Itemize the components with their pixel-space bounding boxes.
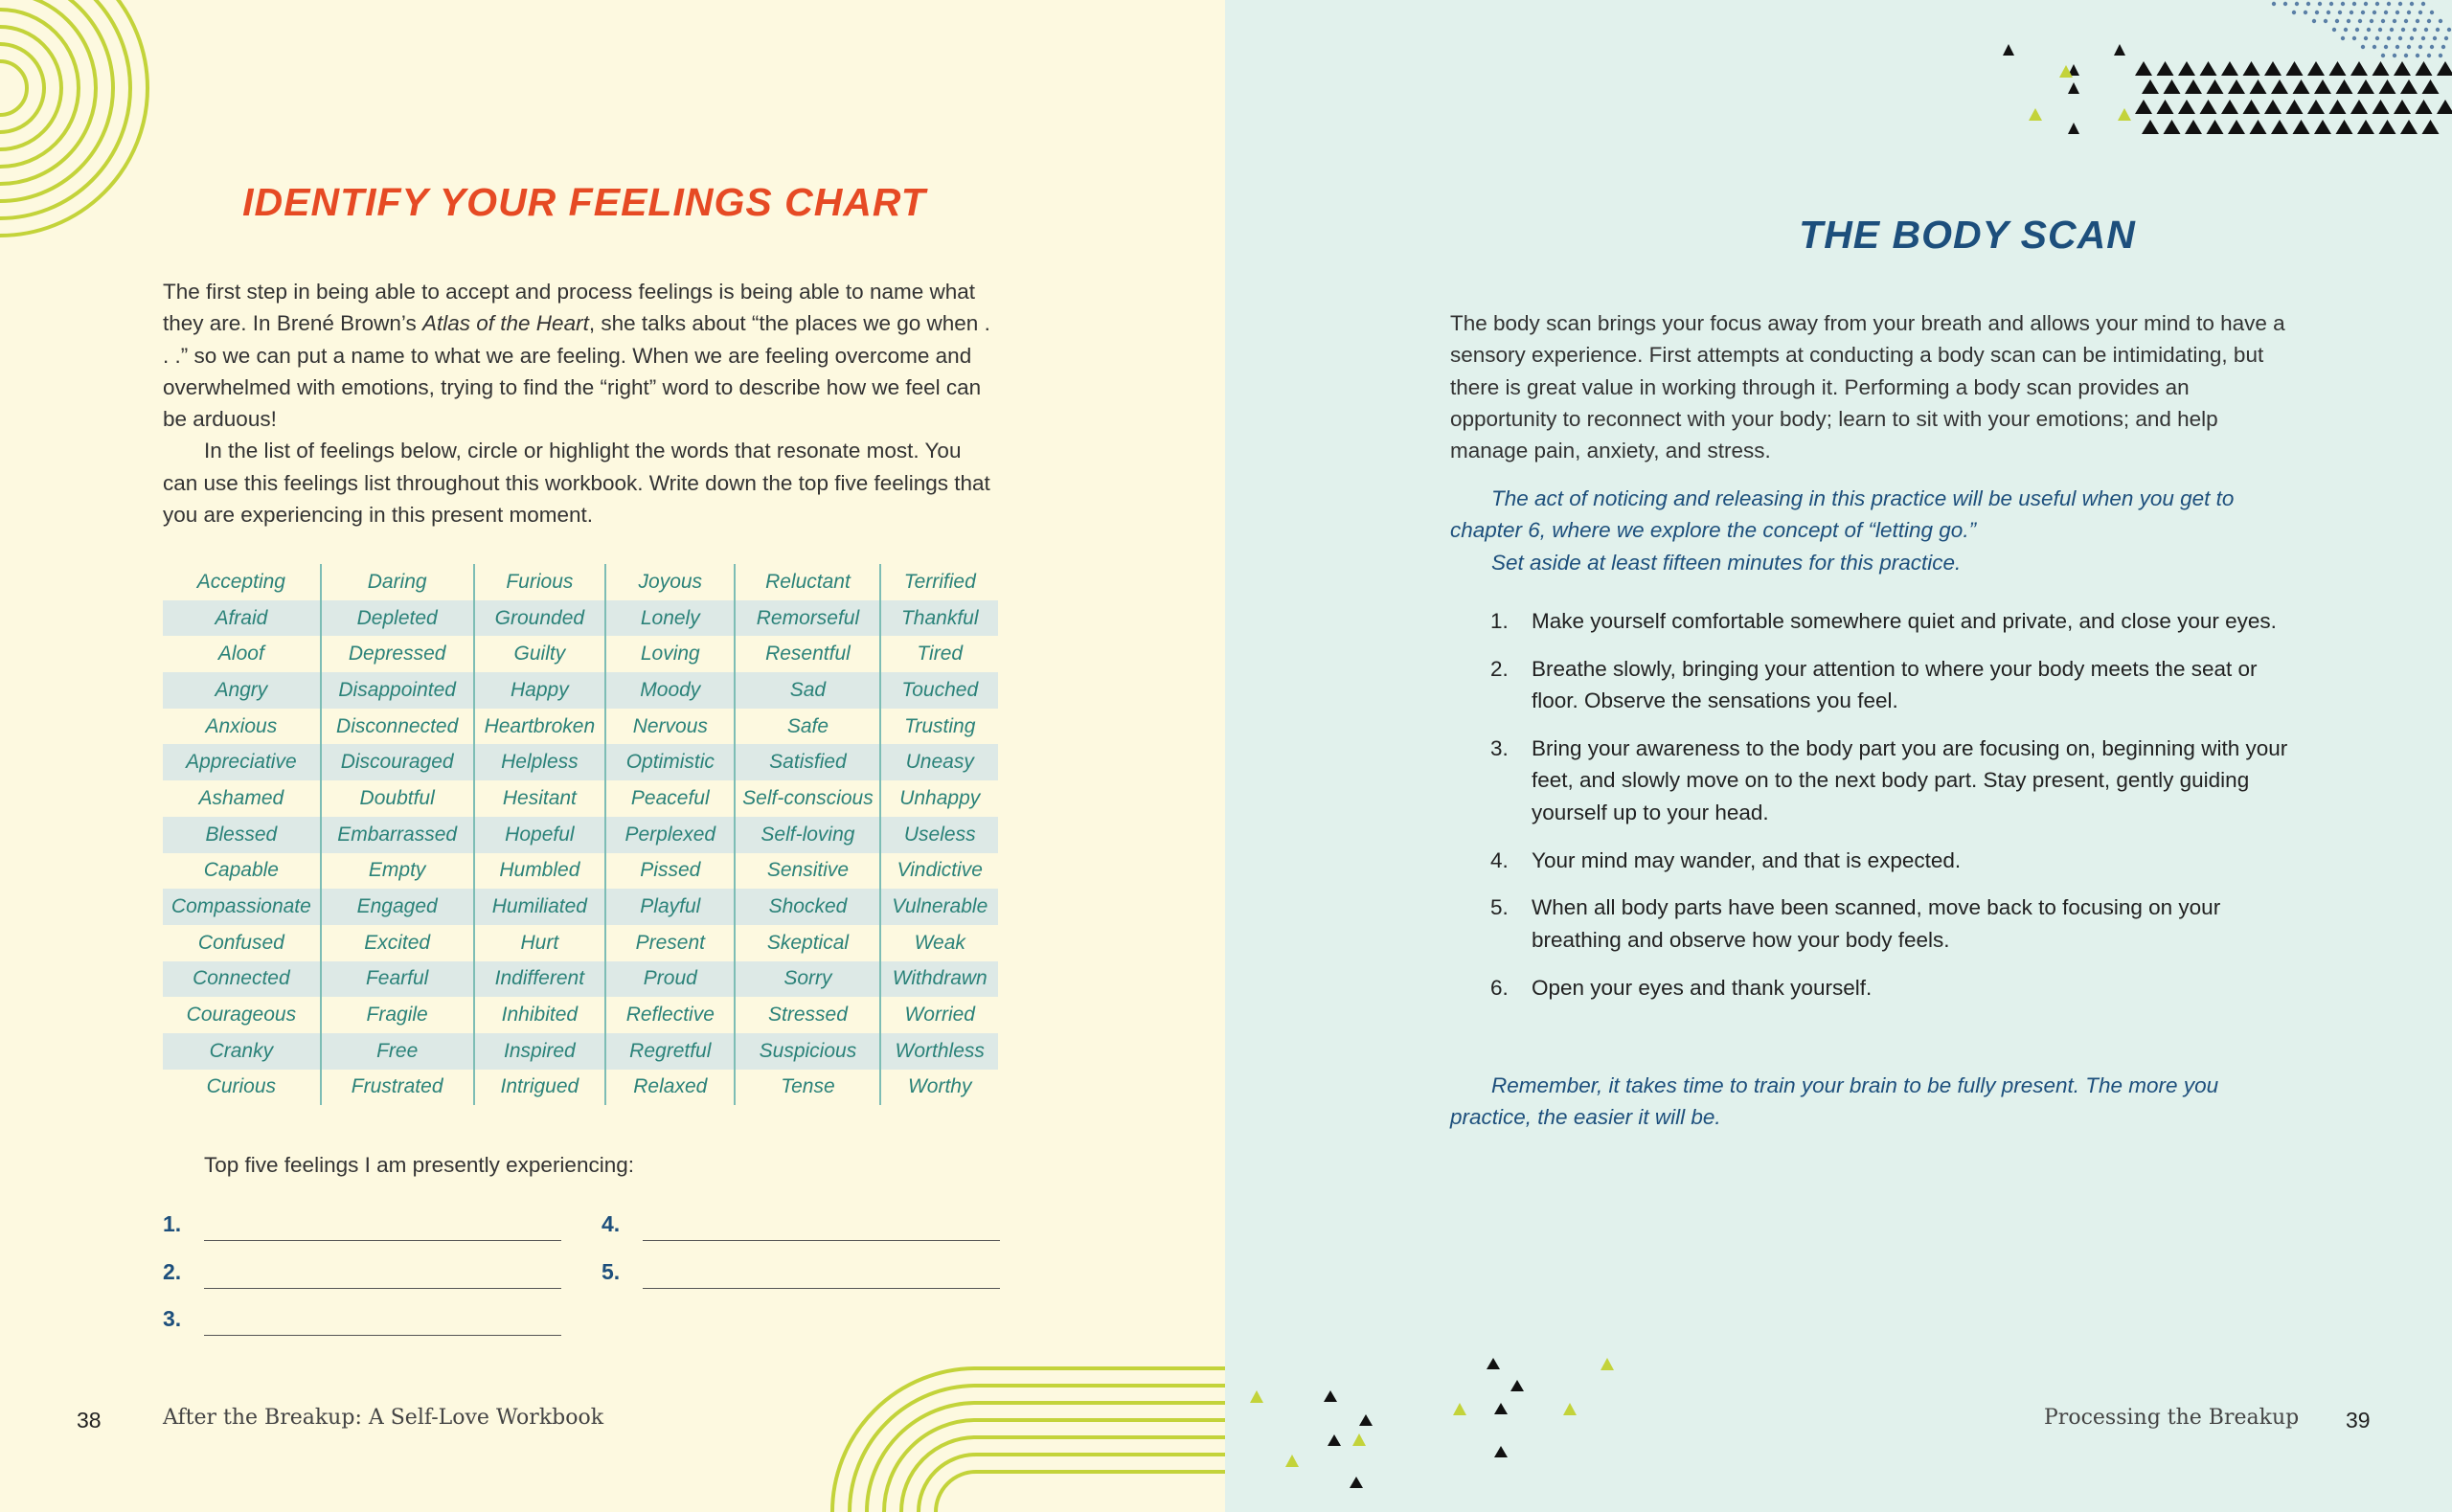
- blank-number: 1.: [163, 1211, 182, 1236]
- feeling-word[interactable]: Suspicious: [735, 1033, 880, 1070]
- dot-icon: [2378, 28, 2382, 32]
- feeling-word[interactable]: Compassionate: [163, 889, 321, 925]
- triangle-icon: [2314, 79, 2331, 94]
- dot-icon: [2292, 11, 2296, 14]
- triangle-icon: [2379, 79, 2396, 94]
- running-title: Processing the Breakup: [2044, 1406, 2300, 1430]
- dot-icon: [2393, 19, 2396, 23]
- dot-icon: [2381, 19, 2385, 23]
- feelings-table: [163, 564, 998, 1105]
- feeling-word[interactable]: Depressed: [321, 636, 474, 672]
- write-line[interactable]: [204, 1288, 561, 1289]
- feeling-word[interactable]: Disconnected: [321, 709, 474, 745]
- feeling-word[interactable]: Moody: [605, 672, 735, 709]
- list-item: [1450, 891, 2293, 956]
- feeling-word[interactable]: Loving: [605, 636, 735, 672]
- triangle-icon: [2286, 100, 2304, 114]
- dot-icon: [2347, 19, 2350, 23]
- dot-icon: [2447, 28, 2451, 32]
- table-row: [163, 817, 998, 853]
- feeling-word[interactable]: Fragile: [321, 997, 474, 1033]
- feeling-word[interactable]: Heartbroken: [474, 709, 606, 745]
- dot-icon: [2373, 11, 2376, 14]
- triangle-icon: [2373, 61, 2390, 76]
- feeling-word[interactable]: Ashamed: [198, 786, 284, 809]
- feeling-word[interactable]: Hurt: [474, 925, 606, 961]
- dot-icon: [2401, 28, 2405, 32]
- dot-icon: [2312, 19, 2316, 23]
- feeling-word[interactable]: Stressed: [735, 997, 880, 1033]
- triangle-icon: [2373, 100, 2390, 114]
- feeling-word[interactable]: Shocked: [735, 889, 880, 925]
- triangle-icon: [2228, 120, 2245, 134]
- table-row: [163, 780, 998, 817]
- triangle-icon: [2178, 100, 2195, 114]
- feeling-word[interactable]: Inspired: [474, 1033, 606, 1070]
- running-title: After the Breakup: A Self-Love Workbook: [163, 1406, 604, 1430]
- feeling-word[interactable]: Hopeful: [474, 817, 606, 853]
- scattered-triangles-top-icon: [2003, 44, 2131, 134]
- triangle-icon: [2400, 120, 2418, 134]
- triangle-icon: [2185, 120, 2202, 134]
- feeling-word[interactable]: Resentful: [735, 636, 880, 672]
- dot-icon: [2418, 11, 2422, 14]
- table-row: [163, 1033, 998, 1070]
- feeling-blank-5[interactable]: [602, 1259, 1004, 1292]
- feeling-word[interactable]: Unhappy: [880, 780, 998, 817]
- feeling-word[interactable]: Appreciative: [163, 744, 321, 780]
- step-number: 2.: [1490, 656, 1509, 681]
- dot-icon: [2364, 2, 2368, 6]
- list-item: [1450, 605, 2293, 637]
- triangle-icon: [2350, 61, 2368, 76]
- feeling-word[interactable]: Free: [321, 1033, 474, 1070]
- dot-icon: [2416, 19, 2419, 23]
- table-row: [163, 889, 998, 925]
- blank-number: 3.: [163, 1306, 182, 1331]
- feeling-word[interactable]: Vindictive: [880, 853, 998, 890]
- dot-icon: [2332, 28, 2336, 32]
- feeling-word[interactable]: Uneasy: [880, 744, 998, 780]
- right-page: [1225, 0, 2452, 1512]
- dot-icon: [2335, 19, 2339, 23]
- list-item: [1450, 972, 2293, 1004]
- dot-icon: [2404, 19, 2408, 23]
- triangle-icon: [2336, 120, 2353, 134]
- step-number: 1.: [1490, 609, 1509, 633]
- feeling-word[interactable]: Sensitive: [735, 853, 880, 890]
- dot-icon: [2306, 2, 2310, 6]
- dot-icon: [2375, 2, 2379, 6]
- feeling-blank-4[interactable]: [602, 1211, 1004, 1244]
- triangle-icon: [2286, 61, 2304, 76]
- feeling-word[interactable]: Sorry: [735, 961, 880, 998]
- dot-icon: [2364, 36, 2368, 40]
- feeling-word[interactable]: Indifferent: [474, 961, 606, 998]
- feeling-word[interactable]: Tired: [880, 636, 998, 672]
- triangle-icon: [2228, 79, 2245, 94]
- intro-text-part-2: , she talks about “the places we go when . . .” so we can put a name to what we are feeling. When we are feeling overcome and overwhelmed with emotions, trying to find the “right” word to describe how we feel can be arduous!: [163, 311, 990, 432]
- triangle-icon: [2394, 61, 2411, 76]
- triangle-icon: [2271, 120, 2288, 134]
- triangle-icon: [2142, 79, 2159, 94]
- triangle-icon: [2293, 120, 2310, 134]
- table-row: [163, 853, 998, 890]
- feeling-word[interactable]: Happy: [474, 672, 606, 709]
- feeling-word[interactable]: Connected: [163, 961, 321, 998]
- page-title: IDENTIFY YOUR FEELINGS CHART: [242, 180, 926, 224]
- feeling-word[interactable]: Embarrassed: [321, 817, 474, 853]
- dot-icon: [2427, 54, 2431, 57]
- feeling-word[interactable]: Anxious: [205, 714, 278, 737]
- dot-icon: [2390, 28, 2394, 32]
- intro-paragraph-2: In the list of feelings below, circle or highlight the words that resonate most. You can use this feelings list throughout this workbook. Write down the top five feelings that you are experiencing in this present moment.: [163, 439, 990, 528]
- dot-icon: [2344, 28, 2348, 32]
- scattered-triangles-bottom-icon: [1250, 1358, 1614, 1488]
- dot-icon: [2421, 36, 2425, 40]
- feeling-word[interactable]: Aloof: [217, 643, 264, 666]
- feeling-word[interactable]: Excited: [321, 925, 474, 961]
- triangle-icon: [2250, 120, 2267, 134]
- feeling-word[interactable]: Weak: [880, 925, 998, 961]
- triangle-icon: [2357, 120, 2374, 134]
- list-item: [1450, 733, 2293, 828]
- dot-icon: [2421, 2, 2425, 6]
- feeling-word[interactable]: Capable: [203, 859, 279, 882]
- dot-icon: [2358, 19, 2362, 23]
- feeling-word[interactable]: Empty: [321, 853, 474, 890]
- dot-icon: [2393, 54, 2396, 57]
- dot-icon: [2436, 28, 2440, 32]
- blank-number: 5.: [602, 1259, 621, 1284]
- triangle-icon: [2221, 61, 2238, 76]
- triangle-icon: [2142, 120, 2159, 134]
- intro-paragraph: The body scan brings your focus away from your breath and allows your mind to have a sensory experience. First attempts at conducting a body scan can be intimidating, but there is great value in working through it. Performing a body scan provides an opportunity to reconnect with your body; learn to sit with your emotions; and help manage pain, anxiety, and stress.: [1450, 311, 2285, 463]
- triangle-icon: [2243, 100, 2260, 114]
- feeling-word[interactable]: Sad: [735, 672, 880, 709]
- list-item: [1450, 845, 2293, 876]
- feeling-word[interactable]: Proud: [605, 961, 735, 998]
- triangle-icon: [2164, 120, 2181, 134]
- write-line[interactable]: [643, 1240, 1000, 1241]
- triangle-icon: [2437, 100, 2452, 114]
- feeling-word[interactable]: Self-conscious: [735, 780, 880, 817]
- triangle-icon: [2178, 61, 2195, 76]
- dot-icon: [2375, 36, 2379, 40]
- triangle-icon: [2329, 61, 2347, 76]
- feeling-blank-3[interactable]: [163, 1306, 565, 1339]
- step-number: 6.: [1490, 975, 1509, 1000]
- feeling-word[interactable]: Blessed: [163, 817, 321, 853]
- dot-icon: [2407, 11, 2411, 14]
- intro-text: [163, 276, 996, 530]
- table-row: [163, 744, 998, 780]
- dot-icon: [2367, 28, 2371, 32]
- triangle-icon: [2307, 100, 2325, 114]
- triangle-icon: [2243, 61, 2260, 76]
- note-paragraph-1: The act of noticing and releasing in this practice will be useful when you get to chapter 6, where we explore the concept of “letting go.”: [1450, 486, 2235, 543]
- feeling-word[interactable]: Joyous: [605, 564, 735, 600]
- feeling-word[interactable]: Courageous: [186, 1004, 297, 1027]
- feeling-word[interactable]: Self-loving: [735, 817, 880, 853]
- dot-icon: [2329, 2, 2333, 6]
- step-number: 4.: [1490, 847, 1509, 872]
- step-text: Make yourself comfortable somewhere quiet and private, and close your eyes.: [1532, 609, 2277, 633]
- write-line[interactable]: [204, 1240, 561, 1241]
- dot-icon: [2413, 28, 2417, 32]
- dot-icon: [2418, 45, 2422, 49]
- feeling-word[interactable]: Satisfied: [735, 744, 880, 780]
- dot-icon: [2398, 36, 2402, 40]
- page-title: THE BODY SCAN: [1799, 213, 2136, 257]
- feeling-word[interactable]: Worried: [880, 997, 998, 1033]
- page-number: 38: [77, 1408, 102, 1433]
- triangle-icon: [2422, 120, 2440, 134]
- triangle-icon: [2307, 61, 2325, 76]
- feeling-word[interactable]: Perplexed: [605, 817, 735, 853]
- dot-icon: [2395, 11, 2399, 14]
- table-row: [163, 636, 998, 672]
- dot-icon: [2355, 28, 2359, 32]
- triangle-icon: [2293, 79, 2310, 94]
- dot-icon: [2370, 19, 2373, 23]
- triangle-icon: [2437, 61, 2452, 76]
- triangle-icon: [2416, 61, 2433, 76]
- blank-number: 2.: [163, 1259, 182, 1284]
- table-row: [163, 672, 998, 709]
- feeling-blank-1[interactable]: [163, 1211, 565, 1244]
- dot-icon: [2410, 36, 2414, 40]
- feeling-word[interactable]: Curious: [206, 1075, 277, 1098]
- write-line[interactable]: [204, 1335, 561, 1336]
- dot-icon: [2398, 2, 2402, 6]
- feeling-word[interactable]: Hesitant: [474, 780, 606, 817]
- triangle-icon: [2329, 100, 2347, 114]
- feeling-word[interactable]: Engaged: [321, 889, 474, 925]
- feeling-word[interactable]: Helpless: [474, 744, 606, 780]
- feeling-word[interactable]: Humbled: [474, 853, 606, 890]
- dot-icon: [2295, 2, 2299, 6]
- dot-icon: [2315, 11, 2319, 14]
- book-title: Atlas of the Heart: [421, 311, 589, 336]
- dot-icon: [2361, 45, 2365, 49]
- dot-icon: [2352, 2, 2356, 6]
- feeling-word[interactable]: Playful: [605, 889, 735, 925]
- feeling-word[interactable]: Frustrated: [321, 1070, 474, 1106]
- triangle-icon: [2422, 79, 2440, 94]
- dot-icon: [2407, 45, 2411, 49]
- step-text: Your mind may wander, and that is expected.: [1532, 847, 1962, 872]
- dot-icon: [2341, 36, 2345, 40]
- triangle-icon: [2221, 100, 2238, 114]
- table-row: [163, 961, 998, 998]
- feeling-word[interactable]: Fearful: [321, 961, 474, 998]
- dot-icon: [2327, 11, 2330, 14]
- feeling-word[interactable]: Reflective: [605, 997, 735, 1033]
- feeling-word[interactable]: Relaxed: [605, 1070, 735, 1106]
- dot-icon: [2384, 45, 2388, 49]
- feeling-word[interactable]: Afraid: [163, 600, 321, 637]
- dot-icon: [2433, 36, 2437, 40]
- table-row: [163, 925, 998, 961]
- bottom-arcs-icon: [832, 1368, 1225, 1512]
- feeling-word[interactable]: Worthless: [880, 1033, 998, 1070]
- triangle-icon: [2379, 120, 2396, 134]
- feeling-word[interactable]: Present: [605, 925, 735, 961]
- dot-icon: [2361, 11, 2365, 14]
- dot-icon: [2410, 2, 2414, 6]
- table-row: [163, 564, 998, 600]
- top-left-arcs-icon: [0, 0, 148, 236]
- feeling-word[interactable]: Furious: [474, 564, 606, 600]
- dot-icon: [2424, 28, 2428, 32]
- feeling-word[interactable]: Cranky: [163, 1033, 321, 1070]
- steps-list: [1450, 605, 2293, 1020]
- dot-icon: [2318, 2, 2322, 6]
- table-row: [163, 997, 998, 1033]
- feeling-word[interactable]: Terrified: [880, 564, 998, 600]
- table-row: [163, 600, 998, 637]
- dot-icon: [2430, 11, 2434, 14]
- dot-icon: [2441, 45, 2445, 49]
- step-text: Open your eyes and thank yourself.: [1532, 975, 1873, 1000]
- feeling-blank-2[interactable]: [163, 1259, 565, 1292]
- dot-icon: [2341, 2, 2345, 6]
- top-five-prompt: Top five feelings I am presently experiencing:: [204, 1153, 634, 1177]
- closing-paragraph: Remember, it takes time to train your brain to be fully present. The more you practice, the easier it will be.: [1450, 1073, 2219, 1130]
- feeling-word[interactable]: Inhibited: [474, 997, 606, 1033]
- triangle-icon: [2336, 79, 2353, 94]
- feeling-word[interactable]: Guilty: [474, 636, 606, 672]
- triangle-icon: [2350, 100, 2368, 114]
- feeling-word[interactable]: Nervous: [605, 709, 735, 745]
- triangle-icon: [2207, 79, 2224, 94]
- table-row: [163, 709, 998, 745]
- dot-icon: [2352, 36, 2356, 40]
- step-number: 5.: [1490, 895, 1509, 920]
- dot-icon: [2427, 19, 2431, 23]
- triangle-icon: [2400, 79, 2418, 94]
- feeling-word[interactable]: Pissed: [605, 853, 735, 890]
- feeling-word[interactable]: Doubtful: [321, 780, 474, 817]
- dot-icon: [2395, 45, 2399, 49]
- feeling-word[interactable]: Humiliated: [474, 889, 606, 925]
- feeling-word[interactable]: Depleted: [321, 600, 474, 637]
- triangle-icon: [2314, 120, 2331, 134]
- intro-text-part-1: The first step in being able to accept and process feelings is being able to name what they are. In Brené Brown’s: [163, 280, 976, 336]
- feeling-word[interactable]: Safe: [735, 709, 880, 745]
- feeling-word[interactable]: Touched: [880, 672, 998, 709]
- dot-icon: [2387, 36, 2391, 40]
- triangle-icon: [2416, 100, 2433, 114]
- write-line[interactable]: [643, 1288, 1000, 1289]
- feeling-word[interactable]: Lonely: [605, 600, 735, 637]
- feeling-word[interactable]: Disappointed: [321, 672, 474, 709]
- step-number: 3.: [1490, 736, 1509, 761]
- intro-paragraph-1: [163, 276, 996, 435]
- page-number: 39: [2346, 1408, 2371, 1433]
- dot-icon: [2404, 54, 2408, 57]
- step-text: Breathe slowly, bringing your attention to where your body meets the seat or floor. Observe the sensations you feel.: [1532, 656, 2258, 713]
- left-page: [0, 0, 1225, 1512]
- dot-icon: [2439, 54, 2442, 57]
- triangle-icon: [2264, 61, 2282, 76]
- feeling-word[interactable]: Thankful: [880, 600, 998, 637]
- dots-pattern-icon: [2272, 2, 2451, 57]
- triangle-icon: [2164, 79, 2181, 94]
- dot-icon: [2430, 45, 2434, 49]
- feeling-word[interactable]: Worthy: [880, 1070, 998, 1106]
- dot-icon: [2338, 11, 2342, 14]
- dot-icon: [2381, 54, 2385, 57]
- triangle-icon: [2207, 120, 2224, 134]
- dot-icon: [2350, 11, 2353, 14]
- feeling-word[interactable]: Regretful: [605, 1033, 735, 1070]
- feeling-word[interactable]: Skeptical: [735, 925, 880, 961]
- dot-icon: [2373, 45, 2376, 49]
- feeling-word[interactable]: Optimistic: [605, 744, 735, 780]
- dot-icon: [2416, 54, 2419, 57]
- feeling-word[interactable]: Intrigued: [474, 1070, 606, 1106]
- table-row: [163, 1070, 998, 1106]
- triangle-icon: [2250, 79, 2267, 94]
- feeling-word[interactable]: Trusting: [880, 709, 998, 745]
- list-item: [1450, 653, 2293, 717]
- dot-icon: [2324, 19, 2327, 23]
- triangle-icon: [2271, 79, 2288, 94]
- triangle-icon: [2157, 100, 2174, 114]
- triangle-icon: [2157, 61, 2174, 76]
- feeling-word[interactable]: Confused: [197, 931, 284, 954]
- feeling-word[interactable]: Grounded: [474, 600, 606, 637]
- feeling-word[interactable]: Daring: [321, 564, 474, 600]
- dot-icon: [2387, 2, 2391, 6]
- feeling-word[interactable]: Peaceful: [605, 780, 735, 817]
- triangle-icon: [2264, 100, 2282, 114]
- triangle-grid-icon: [2135, 61, 2452, 134]
- feeling-word[interactable]: Vulnerable: [880, 889, 998, 925]
- feeling-word[interactable]: Withdrawn: [880, 961, 998, 998]
- step-text: Bring your awareness to the body part you are focusing on, beginning with your feet, and slowly move on to the next body part. Stay present, gently guiding yourself up to your head.: [1532, 736, 2288, 824]
- feeling-word[interactable]: Useless: [880, 817, 998, 853]
- dot-icon: [2283, 2, 2287, 6]
- note-paragraph-2: Set aside at least fifteen minutes for this practice.: [1491, 551, 1962, 575]
- dot-icon: [2272, 2, 2276, 6]
- triangle-icon: [2200, 100, 2217, 114]
- triangle-icon: [2135, 100, 2152, 114]
- dot-icon: [2444, 36, 2448, 40]
- dot-icon: [2439, 19, 2442, 23]
- feeling-word[interactable]: Discouraged: [321, 744, 474, 780]
- triangle-icon: [2394, 100, 2411, 114]
- blank-number: 4.: [602, 1211, 621, 1236]
- step-text: When all body parts have been scanned, move back to focusing on your breathing and observe how your body feels.: [1532, 895, 2221, 952]
- triangle-icon: [2135, 61, 2152, 76]
- triangle-icon: [2357, 79, 2374, 94]
- dot-icon: [2384, 11, 2388, 14]
- feeling-word[interactable]: Angry: [163, 672, 321, 709]
- feeling-word[interactable]: Tense: [735, 1070, 880, 1106]
- feeling-word[interactable]: Accepting: [196, 570, 285, 593]
- dot-icon: [2304, 11, 2307, 14]
- triangle-icon: [2200, 61, 2217, 76]
- triangle-icon: [2185, 79, 2202, 94]
- feeling-word[interactable]: Reluctant: [735, 564, 880, 600]
- feeling-word[interactable]: Remorseful: [735, 600, 880, 637]
